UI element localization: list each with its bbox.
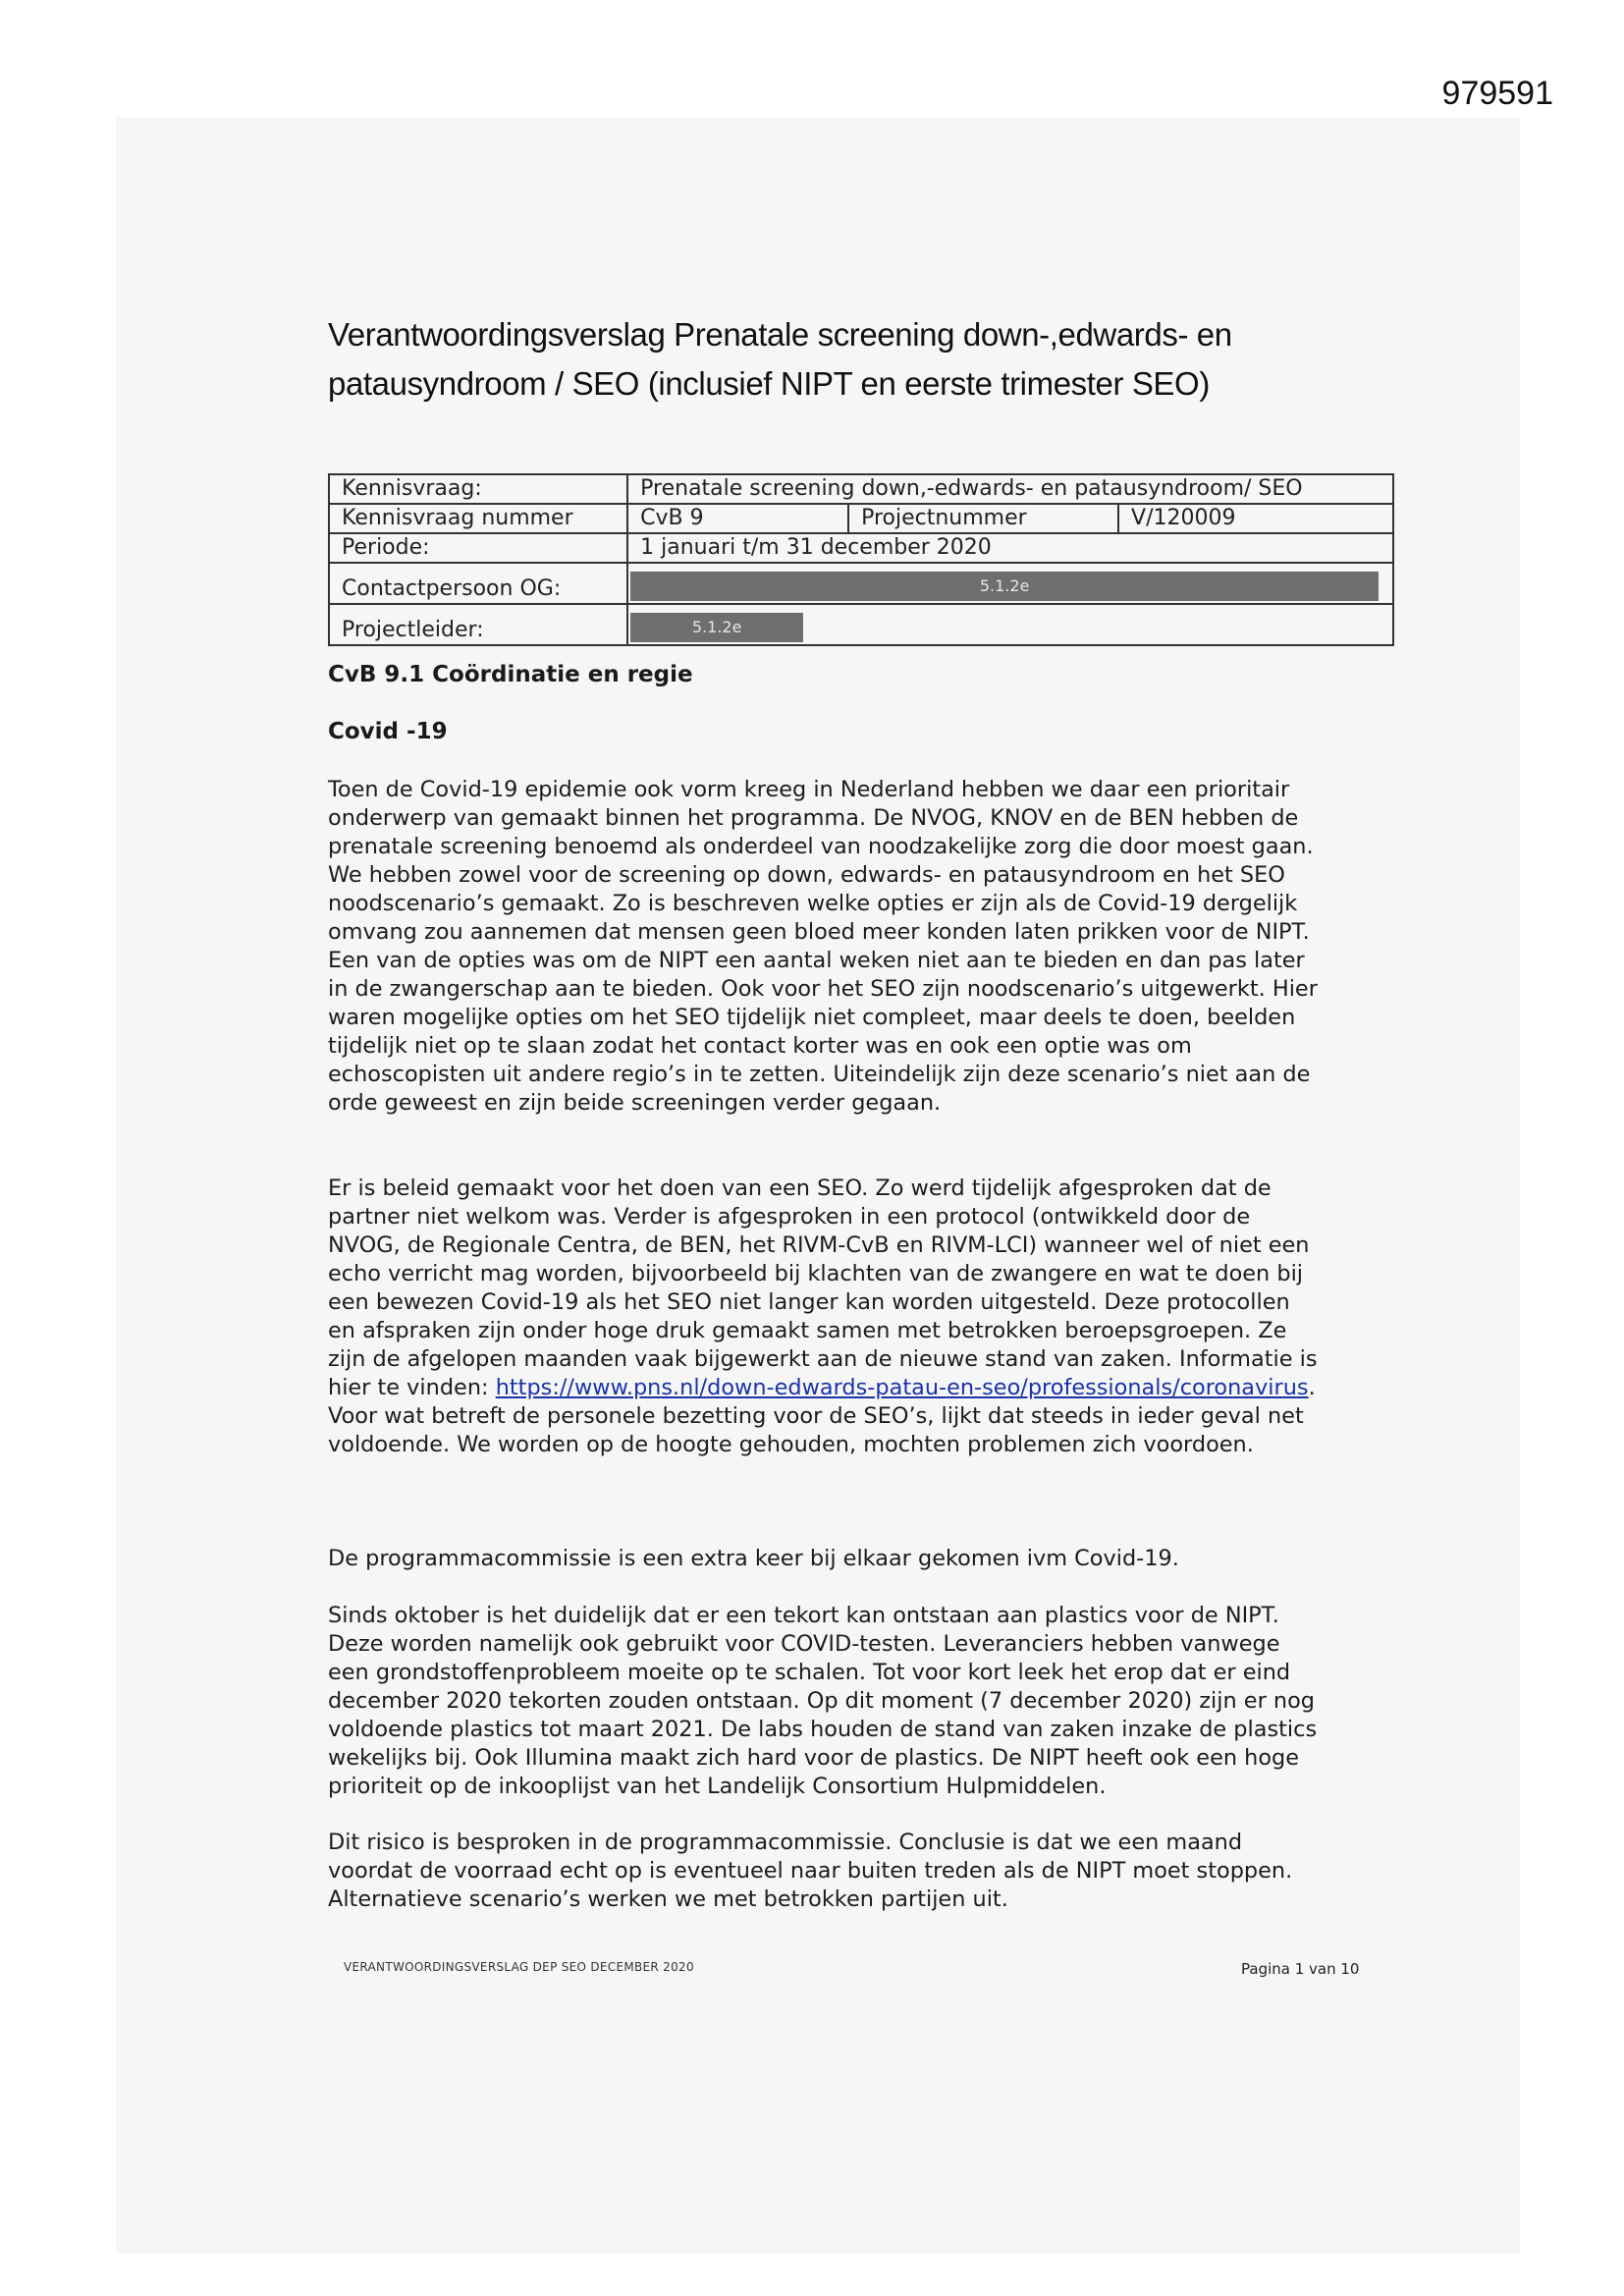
kennisvraag-label: Kennisvraag: (329, 474, 627, 504)
paragraph-plastics: Sinds oktober is het duidelijk dat er een tekort kan ontstaan aan plastics voor de NIPT. Deze worden namelijk ook gebruikt voor COVID-testen. Leveranciers hebben vanwege een grondstoffenprobleem moeite op te schalen. Tot voor kort leek het erop dat er eind december 2020 tekorten zouden ontstaan. Op dit moment (7 december 2020) zijn er nog voldoende plastics tot maart 2021. De labs houden de stand van zaken inzake de plastics wekelijks bij. Ook Illumina maakt zich hard voor de plastics. De NIPT heeft ook een hoge prioriteit op de inkooplijst van het Landelijk Consortium Hulpmiddelen. (328, 1603, 1318, 1799)
paragraph-beleid (328, 1175, 1320, 1459)
row-periode (329, 533, 1393, 563)
section-heading: CvB 9.1 Coördinatie en regie (328, 662, 693, 687)
kennisvraag-value: Prenatale screening down,-edwards- en patausyndroom/ SEO (627, 474, 1393, 504)
beleid-text: Er is beleid gemaakt voor het doen van een SEO. Zo werd tijdelijk afgesproken dat de partner niet welkom was. Verder is afgesproken in een protocol (ontwikkeld door de NVOG, de Regionale Centra, de BEN, het RIVM-CvB en RIVM-LCI) wanneer wel of niet een echo verricht mag worden, bijvoorbeeld bij klachten van de zwangere en wat te doen bij een bewezen Covid-19 als het SEO niet langer kan worden uitgesteld. Deze protocollen en afspraken zijn onder hoge druk gemaakt samen met betrokken beroepsgroepen. Ze zijn de afgelopen maanden vaak bijgewerkt aan de nieuwe stand van zaken. Informatie is hier te vinden: (328, 1175, 1318, 1400)
title-line-1: Verantwoordingsverslag Prenatale screening down-,edwards- en (328, 316, 1232, 353)
document-title (328, 310, 1408, 409)
nummer-value: CvB 9 (627, 504, 848, 533)
row-contactpersoon (329, 563, 1393, 604)
nummer-label: Kennisvraag nummer (329, 504, 627, 533)
row-kennisvraag-nummer (329, 504, 1393, 533)
contactpersoon-redaction: 5.1.2e (630, 572, 1379, 601)
document-number: 979591 (1441, 75, 1553, 112)
footer-title: VERANTWOORDINGSVERSLAG DEP SEO DECEMBER 2020 (344, 1960, 694, 1974)
projectleider-redaction: 5.1.2e (630, 613, 803, 642)
paragraph-programmacommissie: De programmacommissie is een extra keer bij elkaar gekomen ivm Covid-19. (328, 1546, 1179, 1571)
coronavirus-link[interactable]: https://www.pns.nl/down-edwards-patau-en-seo/professionals/coronavirus (495, 1375, 1309, 1400)
paragraph-risico: Dit risico is besproken in de programmacommissie. Conclusie is dat we een maand voordat de voorraad echt op is eventueel naar buiten treden als de NIPT moet stoppen. Alternatieve scenario’s werken we met betrokken partijen uit. (328, 1830, 1293, 1912)
project-info-table (328, 473, 1394, 646)
paragraph-epidemie: Toen de Covid-19 epidemie ook vorm kreeg in Nederland hebben we daar een prioritair onderwerp van gemaakt binnen het programma. De NVOG, KNOV en de BEN hebben de prenatale screening benoemd als onderdeel van noodzakelijke zorg die door moest gaan. We hebben zowel voor de screening op down, edwards- en patausyndroom en het SEO noodscenario’s gemaakt. Zo is beschreven welke opties er zijn als de Covid-19 dergelijk omvang zou aannemen dat mensen geen bloed meer konden laten prikken voor de NIPT. Een van de opties was om de NIPT een aantal weken niet aan te bieden en dan pas later in de zwangerschap aan te bieden. Ook voor het SEO zijn noodscenario’s uitgewerkt. Hier waren mogelijke opties om het SEO tijdelijk niet compleet, maar deels te doen, beelden tijdelijk niet op te slaan zodat het contact korter was en ook een optie was om echoscopisten uit andere regio’s in te zetten. Uiteindelijk zijn deze scenario’s niet aan de orde geweest en zijn beide screeningen verder gegaan. (328, 777, 1318, 1116)
beleid-text-continued: . Voor wat betreft de personele bezetting voor de SEO’s, lijkt dat steeds in ieder geval net voldoende. We worden op de hoogte gehouden, mochten problemen zich voordoen. (328, 1375, 1316, 1457)
title-line-2: patausyndroom / SEO (inclusief NIPT en eerste trimester SEO) (328, 365, 1210, 402)
projectnummer-label: Projectnummer (848, 504, 1118, 533)
projectleider-label: Projectleider: (329, 604, 627, 645)
projectnummer-value: V/120009 (1118, 504, 1393, 533)
row-projectleider (329, 604, 1393, 645)
row-kennisvraag (329, 474, 1393, 504)
periode-value: 1 januari t/m 31 december 2020 (627, 533, 1393, 563)
contactpersoon-label: Contactpersoon OG: (329, 563, 627, 604)
subheading-covid: Covid -19 (328, 719, 448, 744)
page-number: Pagina 1 van 10 (1241, 1960, 1360, 1978)
periode-label: Periode: (329, 533, 627, 563)
